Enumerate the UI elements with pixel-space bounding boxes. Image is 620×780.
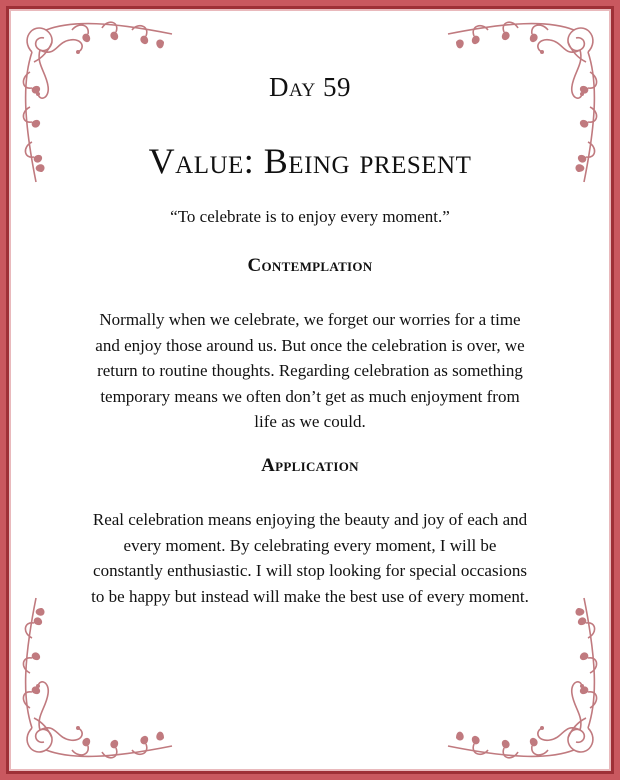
- contemplation-line: temporary means we often don’t get as much enjoyment from: [100, 386, 520, 406]
- contemplation-paragraph: [40, 307, 580, 435]
- contemplation-heading: Contemplation: [247, 255, 373, 276]
- application-paragraph: [40, 507, 580, 609]
- application-heading: Application: [261, 455, 359, 476]
- application-line: every moment. By celebrating every moment, I will be: [123, 535, 497, 555]
- value-title: Value: Being present: [148, 141, 472, 181]
- day-number: Day 59: [269, 72, 351, 102]
- contemplation-line: Normally when we celebrate, we forget our worries for a time: [99, 310, 521, 329]
- application-line: Real celebration means enjoying the beauty and joy of each and: [92, 510, 528, 529]
- contemplation-line: and enjoy those around us. But once the celebration is over, we: [95, 335, 525, 355]
- contemplation-line: life as we could.: [254, 412, 366, 431]
- contemplation-line: return to routine thoughts. Regarding celebration as something: [97, 361, 523, 380]
- application-line: to be happy but instead will make the best use of every moment.: [91, 586, 529, 606]
- application-line: constantly enthusiastic. I will stop looking for special occasions: [93, 561, 527, 580]
- quote: “To celebrate is to enjoy every moment.”: [170, 207, 450, 226]
- floral-corner-ornament-icon: [12, 593, 182, 768]
- floral-corner-ornament-icon: [438, 593, 608, 768]
